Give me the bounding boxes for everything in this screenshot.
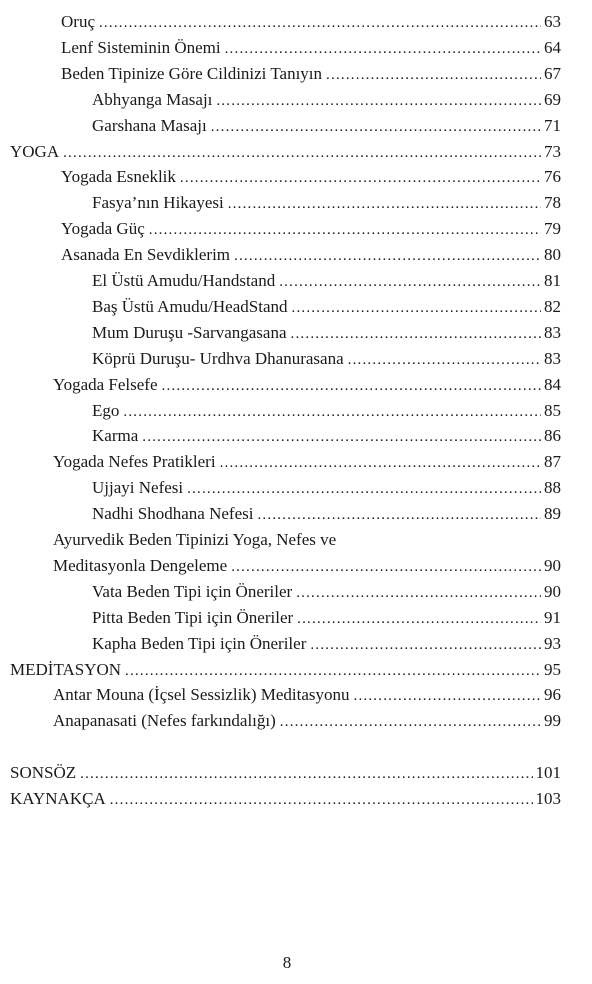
toc-entry (92, 294, 561, 320)
toc-entry-page: 79 (544, 219, 561, 239)
toc-entry (53, 372, 561, 398)
toc-entry-title: Pitta Beden Tipi için Öneriler (92, 607, 294, 627)
toc-entry-page: 73 (544, 141, 561, 161)
toc-entry-title: Oruç (61, 12, 95, 31)
toc-entry-title: Meditasyonla Dengeleme (53, 555, 228, 575)
toc-entry (53, 553, 561, 579)
dot-leader (149, 217, 541, 243)
toc-entry-page: 80 (544, 245, 561, 265)
toc-entry (53, 708, 561, 734)
toc-entry-title: YOGA (10, 141, 60, 161)
toc-entry-page: 89 (544, 504, 561, 524)
toc-entry-title: Kapha Beden Tipi için Öneriler (92, 633, 307, 653)
toc-entry-title: Fasya’nın Hikayesi (92, 193, 224, 213)
toc-entry-title: Abhyanga Masajı (92, 89, 213, 109)
toc-entry-title: Antar Mouna (İçsel Sessizlik) Meditasyonu (53, 685, 350, 705)
toc-entry-page: 84 (544, 374, 561, 394)
toc-entry-page: 95 (544, 659, 561, 679)
dot-leader (211, 114, 541, 140)
toc-entry-title: Ayurvedik Beden Tipinizi Yoga, Nefes ve (53, 530, 337, 549)
page-number: 8 (282, 953, 292, 972)
toc-entry-title: Anapanasati (Nefes farkındalığı) (53, 711, 276, 731)
dot-leader (123, 399, 541, 425)
toc-entry-title: Asanada En Sevdiklerim (61, 245, 231, 265)
dot-leader (80, 761, 532, 787)
toc-entry-title: Yogada Esneklik (61, 167, 176, 187)
toc-entry-title: KAYNAKÇA (10, 789, 106, 808)
toc-entry (92, 87, 561, 113)
toc-entry (92, 501, 561, 527)
toc-entry (61, 61, 561, 87)
toc-entry-page: 71 (544, 115, 561, 135)
toc-entry (53, 449, 561, 475)
dot-leader (297, 606, 541, 632)
toc-entry-title: Vata Beden Tipi için Öneriler (92, 581, 293, 601)
dot-leader (354, 683, 542, 709)
toc-entry (92, 579, 561, 605)
dot-leader (63, 140, 541, 166)
dot-leader (292, 295, 542, 321)
toc-entry (53, 527, 561, 553)
toc-entry (10, 786, 561, 812)
toc-entry-page: 86 (544, 426, 561, 446)
toc-entry-page: 69 (544, 89, 561, 109)
toc-entry-page: 76 (544, 167, 561, 187)
toc-entry-title: Mum Duruşu -Sarvangasana (92, 322, 287, 342)
toc-entry-title: El Üstü Amudu/Handstand (92, 271, 276, 290)
dot-leader (228, 191, 541, 217)
toc-entry (61, 242, 561, 268)
toc-entry-title: Karma (92, 426, 139, 446)
toc-entry-page: 82 (544, 296, 561, 316)
toc-entry-title: Yogada Nefes Pratikleri (53, 452, 216, 472)
toc-entry (92, 320, 561, 346)
toc-entry (92, 113, 561, 139)
dot-leader (231, 554, 541, 580)
toc-entry (92, 346, 561, 372)
toc-entry-title: Ujjayi Nefesi (92, 478, 184, 498)
toc-entry-title: Ego (92, 400, 120, 420)
dot-leader (279, 269, 541, 295)
toc-entry-title: Garshana Masajı (92, 115, 207, 135)
dot-leader (99, 10, 541, 36)
dot-leader (291, 321, 541, 347)
toc-entry-page: 78 (544, 193, 561, 213)
toc-entry (10, 657, 561, 683)
toc-entry (61, 9, 561, 35)
dot-leader (220, 450, 541, 476)
toc-entry (92, 631, 561, 657)
toc-entry (92, 423, 561, 449)
toc-entry-page: 83 (544, 348, 561, 368)
toc-entry-title: Köprü Duruşu- Urdhva Dhanurasana (92, 348, 344, 368)
toc-entry (61, 35, 561, 61)
toc-entry (10, 760, 561, 786)
toc-entry-page: 101 (535, 763, 561, 783)
toc-entry (92, 398, 561, 424)
toc-entry-page: 87 (544, 452, 561, 472)
toc-entry (92, 605, 561, 631)
toc-entry-title: Baş Üstü Amudu/HeadStand (92, 296, 288, 316)
dot-leader (180, 165, 541, 191)
dot-leader (296, 580, 541, 606)
toc-entry-page: 67 (544, 63, 561, 83)
dot-leader (162, 373, 541, 399)
toc-entry-title: Lenf Sisteminin Önemi (61, 37, 221, 57)
toc-entry-title: SONSÖZ (10, 763, 77, 783)
toc-entry-title: Yogada Güç (61, 219, 145, 239)
toc-entry-title: Beden Tipinize Göre Cildinizi Tanıyın (61, 63, 323, 83)
dot-leader (110, 787, 533, 813)
toc-entry-page: 64 (544, 37, 561, 57)
dot-leader (310, 632, 541, 658)
dot-leader (326, 62, 541, 88)
toc-entry (92, 475, 561, 501)
toc-entry (61, 164, 561, 190)
dot-leader (280, 709, 541, 735)
toc-entry-page: 103 (535, 789, 561, 808)
dot-leader (348, 347, 541, 373)
toc-entry-page: 63 (544, 12, 561, 31)
toc-entry-page: 88 (544, 478, 561, 498)
dot-leader (125, 658, 541, 684)
toc-entry-page: 99 (544, 711, 561, 731)
toc-entry (10, 139, 561, 165)
toc-entry-page: 90 (544, 555, 561, 575)
toc-entry-page: 93 (544, 633, 561, 653)
toc-entry-title: MEDİTASYON (10, 659, 122, 679)
dot-leader (142, 424, 541, 450)
toc-entry-page: 90 (544, 581, 561, 601)
toc-entry (92, 268, 561, 294)
toc-entry-title: Nadhi Shodhana Nefesi (92, 504, 254, 524)
dot-leader (216, 88, 541, 114)
dot-leader (187, 476, 541, 502)
toc-entry (53, 682, 561, 708)
dot-leader (225, 36, 541, 62)
toc-entry-page: 85 (544, 400, 561, 420)
toc-entry-page: 96 (544, 685, 561, 705)
toc-entry-page: 91 (544, 607, 561, 627)
toc-entry-page: 81 (544, 271, 561, 290)
toc-entry (92, 190, 561, 216)
toc-entry-page: 83 (544, 322, 561, 342)
dot-leader (257, 502, 541, 528)
toc-entry-title: Yogada Felsefe (53, 374, 158, 394)
toc-entry (61, 216, 561, 242)
dot-leader (234, 243, 541, 269)
